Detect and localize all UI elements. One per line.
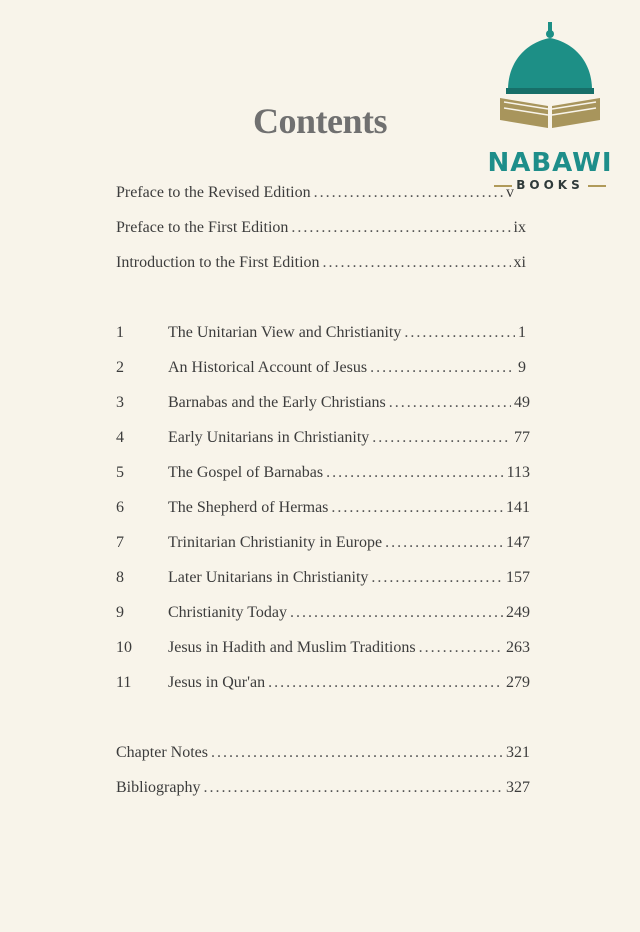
chapter-number: 3 — [116, 394, 124, 411]
chapter-title: The Gospel of Barnabas — [168, 464, 324, 481]
chapter-page: 49 — [514, 394, 530, 411]
chapter-title: The Unitarian View and Christianity — [168, 324, 402, 341]
chapter-page: 147 — [506, 534, 530, 551]
toc-entry-preface-first — [116, 219, 526, 243]
chapter-title: Christianity Today — [168, 604, 288, 621]
toc-chapter-row — [116, 324, 526, 348]
chapter-title: Jesus in Qur'an — [168, 674, 266, 691]
toc-entry-introduction — [116, 254, 526, 278]
chapter-title: Trinitarian Christianity in Europe — [168, 534, 383, 551]
entry-page: xi — [513, 254, 526, 271]
toc-chapter-row — [116, 464, 530, 488]
chapter-title: Later Unitarians in Christianity — [168, 569, 369, 586]
chapter-title: Early Unitarians in Christianity — [168, 429, 370, 446]
chapter-page: 113 — [506, 464, 530, 481]
dot-leader — [291, 219, 510, 237]
toc-entry-bibliography — [116, 779, 530, 803]
entry-label: Chapter Notes — [116, 744, 208, 761]
dot-leader — [323, 254, 511, 272]
dot-leader — [370, 359, 515, 377]
chapter-page: 1 — [518, 324, 526, 341]
chapter-page: 263 — [506, 639, 530, 656]
dot-leader — [314, 184, 503, 202]
chapter-title: The Shepherd of Hermas — [168, 499, 329, 516]
entry-page: v — [506, 184, 514, 201]
dot-leader — [326, 464, 504, 482]
dot-leader — [268, 674, 503, 692]
chapter-title: Jesus in Hadith and Muslim Traditions — [168, 639, 416, 656]
dot-leader — [389, 394, 511, 412]
dot-leader — [404, 324, 515, 342]
dot-leader — [331, 499, 503, 517]
chapter-number: 6 — [116, 499, 124, 516]
entry-label: Bibliography — [116, 779, 201, 796]
chapter-number: 8 — [116, 569, 124, 586]
entry-label: Introduction to the First Edition — [116, 254, 320, 271]
entry-label: Preface to the First Edition — [116, 219, 289, 236]
chapter-number: 7 — [116, 534, 124, 551]
dot-leader — [290, 604, 503, 622]
page-title: Contents — [252, 101, 387, 141]
dot-leader — [211, 744, 503, 762]
toc-chapter-row — [116, 394, 530, 418]
chapter-page: 279 — [506, 674, 530, 691]
entry-label: Preface to the Revised Edition — [116, 184, 311, 201]
chapter-title: An Historical Account of Jesus — [168, 359, 368, 376]
chapter-title: Barnabas and the Early Christians — [168, 394, 386, 411]
dot-leader — [385, 534, 503, 552]
dot-leader — [203, 779, 503, 797]
entry-page: ix — [513, 219, 526, 236]
chapter-number: 2 — [116, 359, 124, 376]
toc-chapter-row — [116, 604, 530, 628]
logo-name: NABAWI — [487, 148, 613, 178]
entry-page: 321 — [506, 744, 530, 761]
dot-leader — [419, 639, 503, 657]
toc-chapter-row — [116, 534, 530, 558]
toc-entry-preface-revised — [116, 184, 514, 208]
chapter-number: 11 — [116, 674, 132, 691]
chapter-number: 4 — [116, 429, 124, 446]
toc-chapter-row — [116, 674, 530, 698]
chapter-number: 10 — [116, 639, 132, 656]
logo-subtitle: BOOKS — [480, 178, 620, 192]
dot-leader — [372, 429, 511, 447]
entry-page: 327 — [506, 779, 530, 796]
dot-leader — [371, 569, 503, 587]
chapter-page: 249 — [506, 604, 530, 621]
chapter-page: 141 — [506, 499, 530, 516]
toc-chapter-row — [116, 359, 526, 383]
chapter-page: 157 — [506, 569, 530, 586]
toc-chapter-row — [116, 429, 530, 453]
chapter-number: 5 — [116, 464, 124, 481]
toc-entry-chapter-notes — [116, 744, 530, 768]
toc-chapter-row — [116, 639, 530, 663]
toc-chapter-row — [116, 499, 530, 523]
chapter-number: 1 — [116, 324, 124, 341]
chapter-page: 77 — [514, 429, 530, 446]
chapter-page: 9 — [518, 359, 526, 376]
toc-chapter-row — [116, 569, 530, 593]
chapter-number: 9 — [116, 604, 124, 621]
